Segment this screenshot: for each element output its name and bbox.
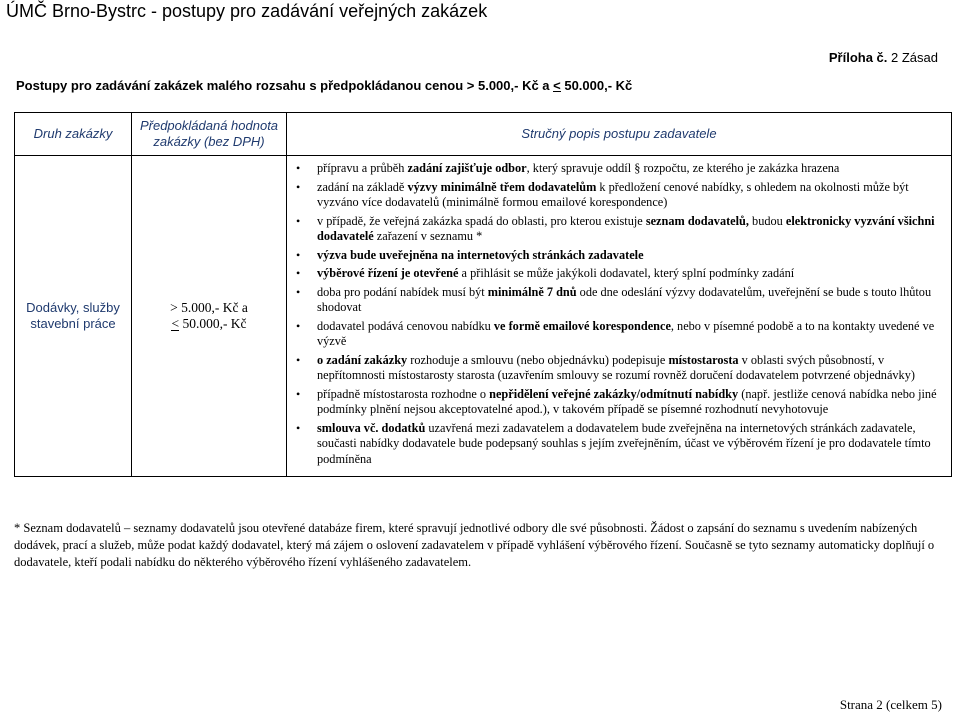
step-text: a přihlásit se může jakýkoli dodavatel, který splní podmínky zadání [458,266,795,280]
list-item [293,353,941,384]
header-procedure-description: Stručný popis postupu zadavatele [287,113,952,156]
list-item [293,161,941,177]
list-item [293,387,941,418]
appendix-label [829,50,938,65]
subtitle-start: Postupy pro zadávání zakázek malého rozsahu s předpokládanou cenou > 5.000,- Kč a [16,78,554,93]
list-item [293,285,941,316]
step-text: v případě, že veřejná zakázka spadá do oblasti, pro kterou existuje [317,213,646,228]
procedures-table [14,112,952,477]
step-text: budou [748,213,786,228]
estimated-value-cell [132,156,287,477]
value-line-1: > 5.000,- Kč a [170,300,248,315]
procedure-steps-list [293,161,941,467]
header-estimated-value: Předpokládaná hodnota zakázky (bez DPH) [132,113,287,156]
bold-text: o zadání zakázky [317,352,408,367]
page-number: Strana 2 (celkem 5) [839,697,942,712]
bold-text: ve formě emailové korespondence [493,318,671,333]
step-text: rozhoduje a smlouvu (nebo objednávku) podepisuje [407,352,669,367]
bold-text: seznam dodavatelů, [645,213,749,228]
bold-text: výzvy minimálně třem dodavatelům [407,179,597,194]
step-text: , nebo v písemné podobě a to na kontakty uvedené ve výzvě [317,318,935,348]
list-item [293,214,941,245]
step-text: ode dne odeslání výzvy dodavatelům, uveřejnění se bude s touto lhůtou shodovat [317,284,932,314]
step-text: zadání na základě [317,179,408,194]
less-equal-symbol: < [553,78,561,93]
bold-text: elektronicky vyzvání všichni dodavatelé [317,213,935,243]
list-item [293,319,941,350]
subtitle-end: 50.000,- Kč [560,78,633,93]
bold-text: místostarosta [668,352,739,367]
contract-type-cell: Dodávky, služby stavební práce [15,156,132,477]
appendix-label-bold: Příloha č. [828,50,888,65]
bold-text: smlouva vč. dodatků [317,420,426,435]
bold-text: výběrové řízení je otevřené [317,266,459,280]
value-line-2: 50.000,- Kč [179,316,247,331]
document-title: ÚMČ Brno-Bystrc - postupy pro zadávání veřejných zakázek [6,1,488,21]
table-row [15,156,952,477]
table-header-row [15,113,952,156]
step-text: přípravu a průběh [317,161,408,175]
step-text: případně místostarosta rozhodne o [317,386,490,401]
footnote: * Seznam dodavatelů – seznamy dodavatelů jsou otevřené databáze firem, které spravují jednotlivé odbory dle své působnosti. Žádost o zapsání do seznamu s uvedením nabízených dodávek, prací a služeb, může podat každý dodavatel, který má zájem o oslovení zadavatelem v případě vyhlášení výběrového řízení. Současně se tyto seznamy automaticky doplňují o dodavatele, kteří podali nabídku do některého výběrového řízení vyhlášeného zadavatelem. [14,521,935,569]
step-text: , který spravuje oddíl [526,161,635,175]
list-item [293,248,941,264]
bold-text: nepřidělení veřejné zakázky/odmítnutí nabídky [489,386,739,401]
bold-text: minimálně 7 dnů [487,284,577,299]
list-item [293,180,941,211]
step-text: (např. jestliže cenová nabídka nebo jiné podmínky plnění nejsou akceptovatelné apod.), v takovém případě se písemné rozhodnutí nevyhotovuje [317,386,937,416]
less-equal-symbol: < [171,316,180,331]
step-text: zařazení v seznamu * [373,229,483,243]
procedure-description-cell [287,156,952,477]
list-item [293,266,941,282]
bold-text: zadání zajišťuje odbor [407,161,527,175]
step-text: rozpočtu, ze kterého je zakázka hrazena [640,161,840,175]
header-contract-type: Druh zakázky [15,113,132,156]
step-text: uzavřená mezi zadavatelem a dodavatelem bude zveřejněna na internetových stránkách zadavatele, současti nabídky dodavatele bude podepsaný souhlas s jejím zveřejněním, účast ve výběrovém řízení je pro dodavatele tímto podmíněna [317,420,931,466]
bold-text: výzva bude uveřejněna na internetových stránkách zadavatele [317,247,644,262]
step-text: § [634,161,641,175]
list-item [293,421,941,468]
appendix-label-number: 2 Zásad [887,50,938,65]
step-text: dodavatel podává cenovou nabídku [317,318,494,333]
step-text: doba pro podání nabídek musí být [317,284,488,299]
step-text: k předložení cenové nabídky, s ohledem na okolnosti může být vyzváno více dodavatelů (minimálně formou emailové korespondence) [317,179,909,209]
page-subtitle [16,78,632,93]
step-text: v oblasti svých působností, v nepřítomnosti místostarosty starosta (uzavřením smlouvy se rozumí rovněž doručení dodavatelem potvrzené objednávky) [317,352,915,382]
